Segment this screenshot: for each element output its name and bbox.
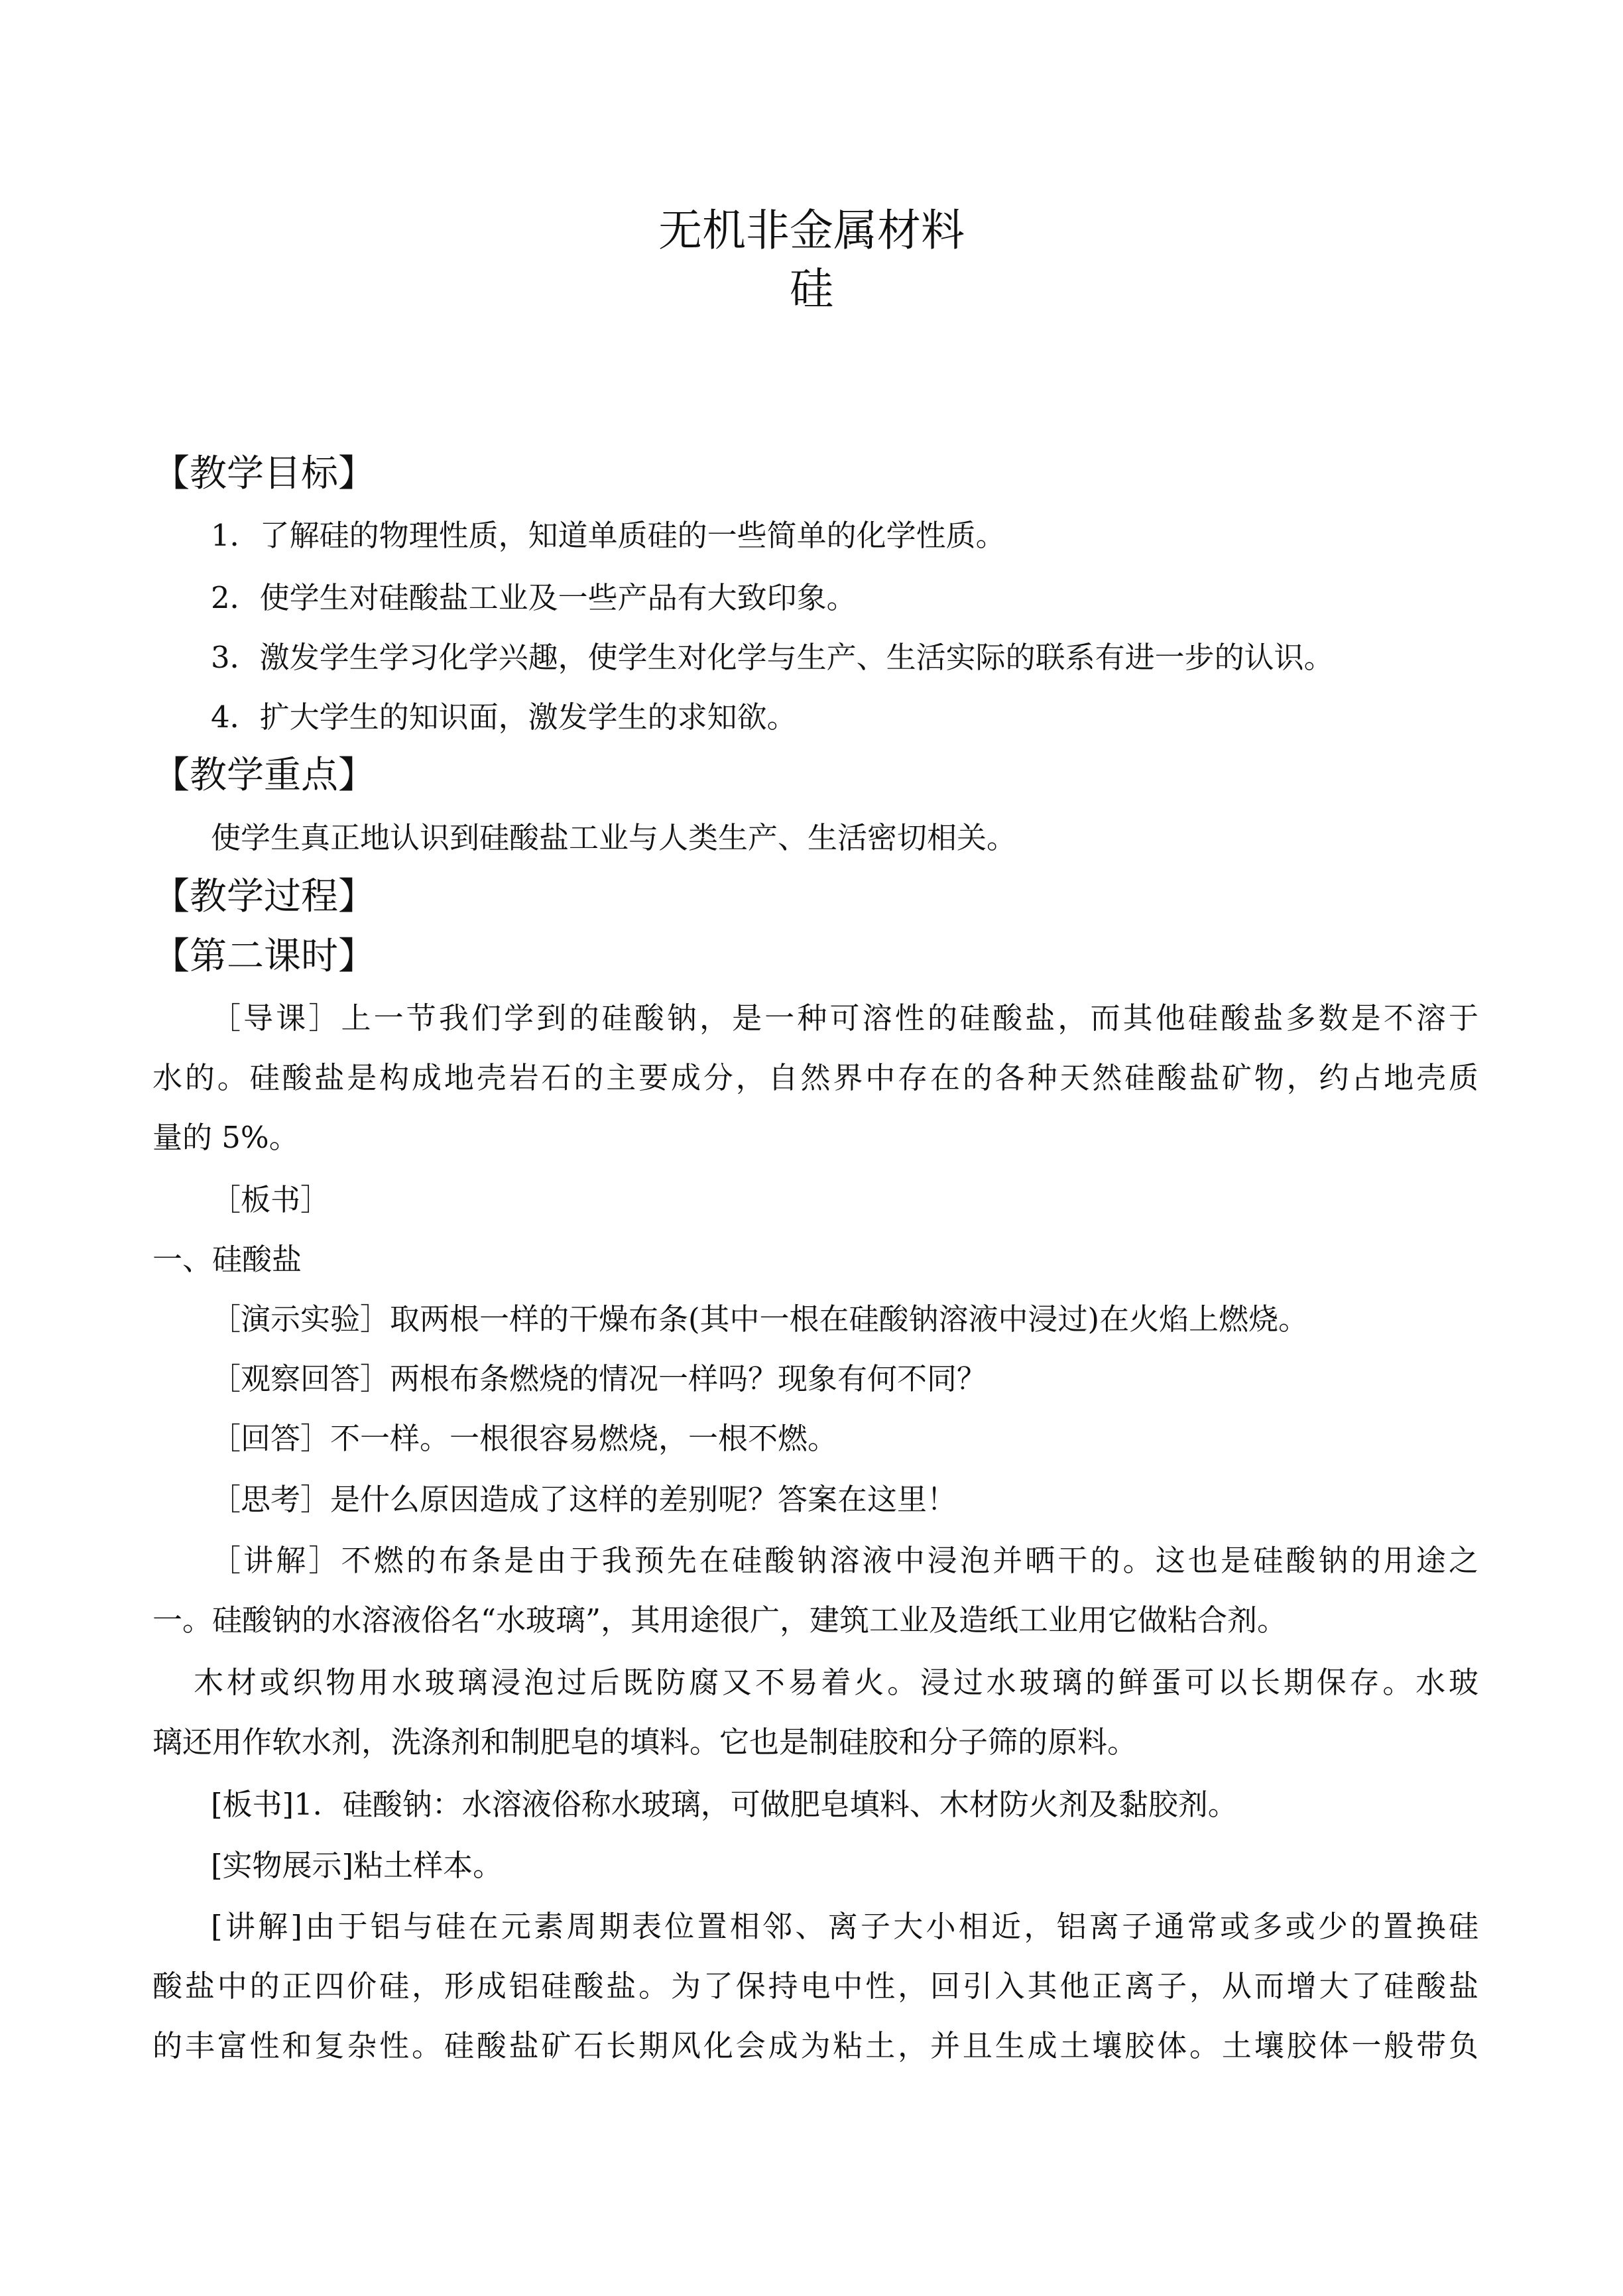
explain2-paragraph-line: 的丰富性和复杂性。硅酸盐矿石长期风化会成为粘土，并且生成土壤胶体。土壤胶体一般带负 (152, 2028, 1478, 2063)
objective-item: 1．了解硅的物理性质，知道单质硅的一些简单的化学性质。 (211, 518, 1006, 553)
display-line: [实物展示]粘土样本。 (211, 1848, 503, 1883)
intro-paragraph-line: ［导课］上一节我们学到的硅酸钠，是一种可溶性的硅酸盐，而其他硅酸盐多数是不溶于 (211, 1000, 1478, 1036)
focus-text: 使学生真正地认识到硅酸盐工业与人类生产、生活密切相关。 (211, 820, 1017, 855)
objective-item: 4．扩大学生的知识面，激发学生的求知欲。 (211, 699, 797, 735)
process-heading: 【教学过程】 (152, 875, 375, 918)
focus-heading: 【教学重点】 (152, 754, 375, 797)
page-title: 无机非金属材料 (658, 205, 965, 256)
section-one-heading: 一、硅酸盐 (152, 1242, 302, 1277)
answer-line: ［回答］不一样。一根很容易燃烧，一根不燃。 (211, 1421, 838, 1456)
demo-line: ［演示实验］取两根一样的干燥布条(其中一根在硅酸钠溶液中浸过)在火焰上燃烧。 (211, 1301, 1309, 1337)
explain2-paragraph-line: [讲解]由于铝与硅在元素周期表位置相邻、离子大小相近，铝离子通常或多或少的置换硅 (211, 1909, 1478, 1944)
objectives-heading: 【教学目标】 (152, 452, 375, 495)
intro-paragraph-line: 量的 5%。 (152, 1120, 299, 1155)
explain2-paragraph-line: 酸盐中的正四价硅，形成铝硅酸盐。为了保持电中性，回引入其他正离子，从而增大了硅酸盐 (152, 1968, 1478, 2004)
board-note-2: [板书]1．硅酸钠：水溶液俗称水玻璃，可做肥皂填料、木材防火剂及黏胶剂。 (211, 1787, 1238, 1822)
explain-paragraph-line: 一。硅酸钠的水溶液俗名“水玻璃”，其用途很广，建筑工业及造纸工业用它做粘合剂。 (152, 1602, 1288, 1638)
lesson-heading: 【第二课时】 (152, 935, 375, 978)
observe-line: ［观察回答］两根布条燃烧的情况一样吗？现象有何不同？ (211, 1361, 987, 1396)
board-note: ［板书］ (211, 1182, 331, 1217)
explain-paragraph-line: ［讲解］不燃的布条是由于我预先在硅酸钠溶液中浸泡并晒干的。这也是硅酸钠的用途之 (211, 1543, 1478, 1578)
intro-paragraph-line: 水的。硅酸盐是构成地壳岩石的主要成分，自然界中存在的各种天然硅酸盐矿物，约占地壳质 (152, 1060, 1478, 1095)
page-subtitle: 硅 (790, 263, 833, 314)
wood-paragraph-line: 木材或织物用水玻璃浸泡过后既防腐又不易着火。浸过水玻璃的鲜蛋可以长期保存。水玻 (194, 1665, 1478, 1700)
objective-item: 2．使学生对硅酸盐工业及一些产品有大致印象。 (211, 580, 857, 615)
objective-item: 3．激发学生学习化学兴趣，使学生对化学与生产、生活实际的联系有进一步的认识。 (211, 640, 1334, 675)
wood-paragraph-line: 璃还用作软水剂，洗涤剂和制肥皂的填料。它也是制硅胶和分子筛的原料。 (152, 1724, 1138, 1760)
think-line: ［思考］是什么原因造成了这样的差别呢？答案在这里！ (211, 1482, 957, 1517)
